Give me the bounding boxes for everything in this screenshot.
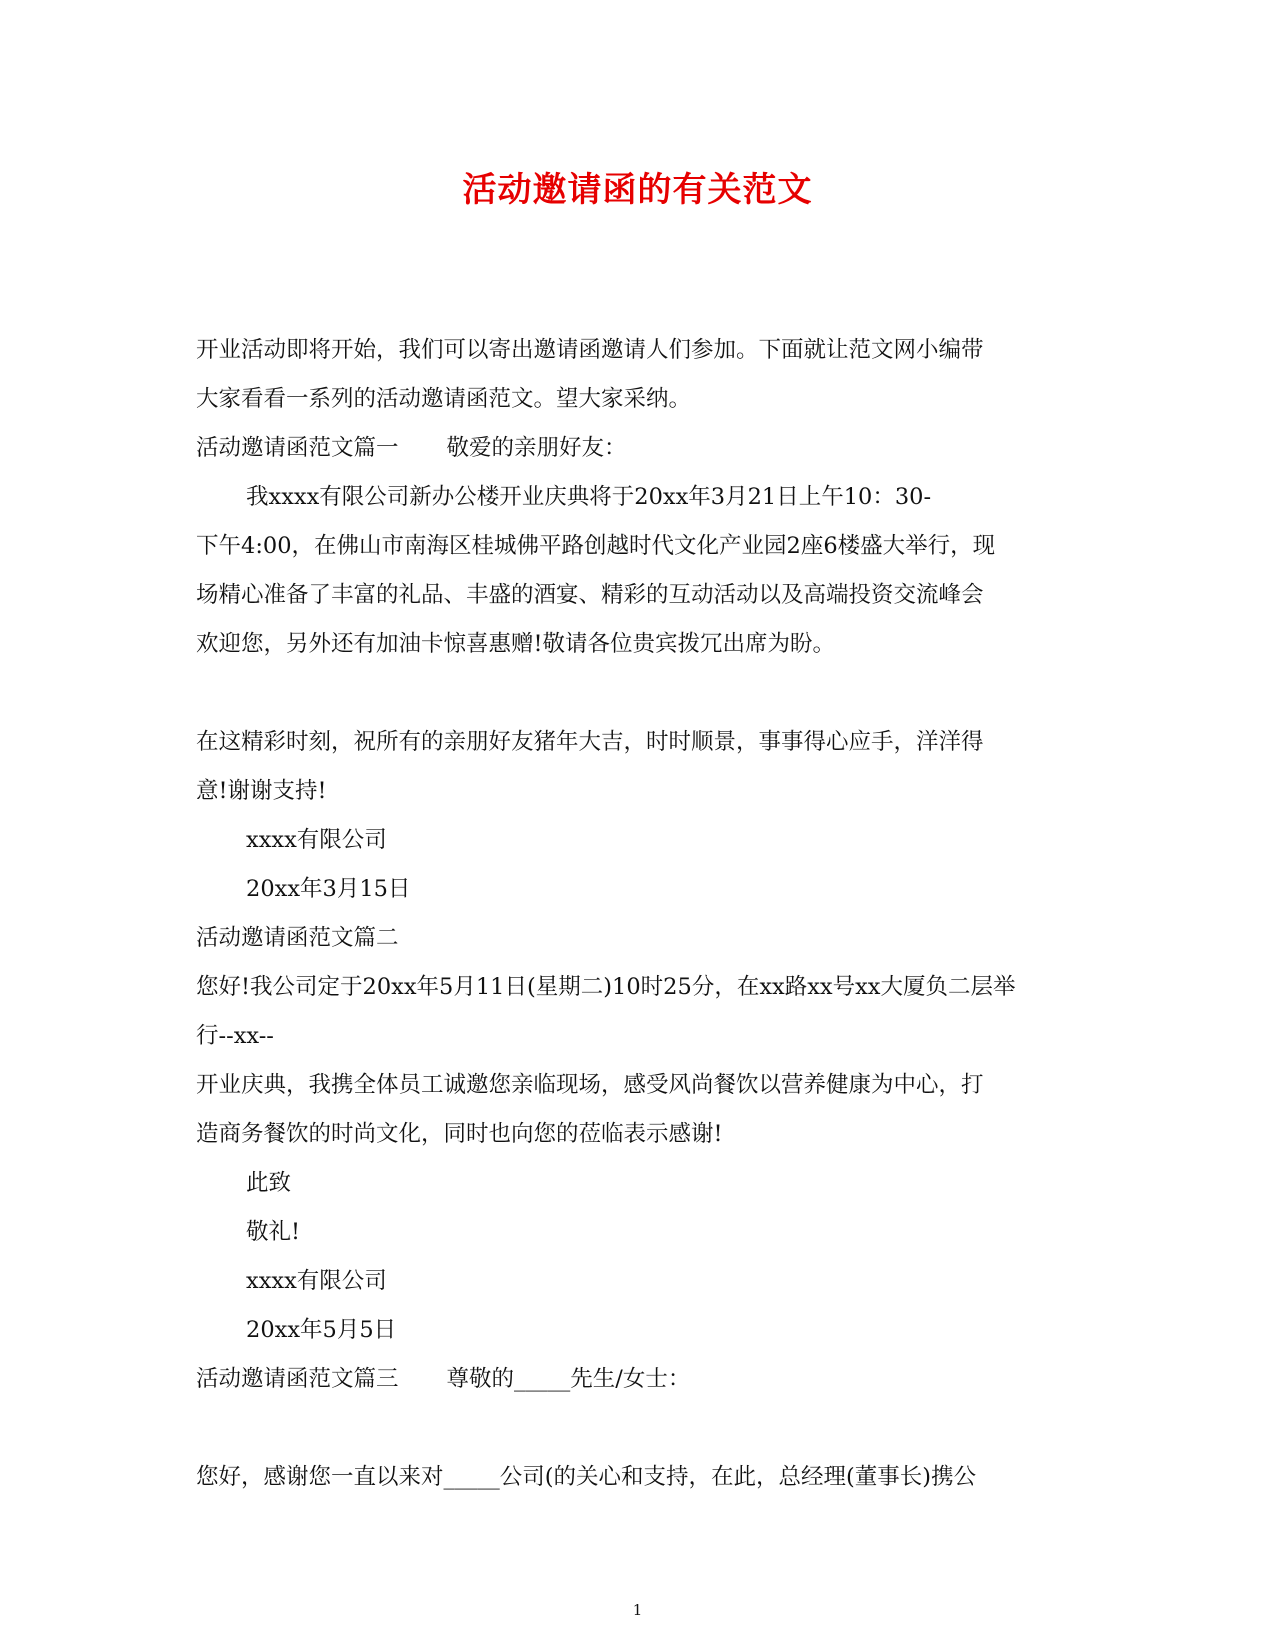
closing-line: 敬礼! bbox=[246, 1219, 301, 1245]
paragraph-line: 开业庆典，我携全体员工诚邀您亲临现场，感受风尚餐饮以营养健康为中心，打 bbox=[196, 1072, 984, 1098]
paragraph-line: 行--xx-- bbox=[196, 1023, 274, 1049]
signature-company: xxxx有限公司 bbox=[246, 1268, 387, 1294]
section-heading: 活动邀请函范文篇二 bbox=[196, 925, 399, 951]
section-heading: 活动邀请函范文篇三 bbox=[196, 1366, 399, 1392]
section-heading: 活动邀请函范文篇一 bbox=[196, 435, 399, 461]
paragraph-line: 意!谢谢支持! bbox=[196, 778, 327, 804]
paragraph-line: 您好，感谢您一直以来对_____公司(的关心和支持，在此，总经理(董事长)携公 bbox=[196, 1464, 977, 1490]
paragraph-line: 我xxxx有限公司新办公楼开业庆典将于20xx年3月21日上午10：30- bbox=[246, 484, 932, 510]
closing-line: 此致 bbox=[246, 1170, 292, 1196]
document-title: 活动邀请函的有关范文 bbox=[462, 170, 813, 210]
signature-date: 20xx年5月5日 bbox=[246, 1317, 397, 1343]
paragraph-line: 欢迎您，另外还有加油卡惊喜惠赠!敬请各位贵宾拨冗出席为盼。 bbox=[196, 631, 836, 657]
section-heading-row bbox=[196, 424, 1076, 473]
paragraph-line: 开业活动即将开始，我们可以寄出邀请函邀请人们参加。下面就让范文网小编带 bbox=[196, 337, 984, 363]
blank-line bbox=[196, 669, 1076, 718]
section-heading-row bbox=[196, 1355, 1076, 1404]
signature-company: xxxx有限公司 bbox=[246, 827, 387, 853]
salutation: 敬爱的亲朋好友： bbox=[446, 435, 627, 461]
paragraph-line: 在这精彩时刻，祝所有的亲朋好友猪年大吉，时时顺景，事事得心应手，洋洋得 bbox=[196, 729, 984, 755]
salutation: 尊敬的_____先生/女士： bbox=[446, 1366, 691, 1392]
paragraph-line: 您好!我公司定于20xx年5月11日(星期二)10时25分，在xx路xx号xx大厦负二层举 bbox=[196, 974, 1016, 1000]
paragraph-line: 场精心准备了丰富的礼品、丰盛的酒宴、精彩的互动活动以及高端投资交流峰会 bbox=[196, 582, 984, 608]
blank-line bbox=[196, 1404, 1076, 1453]
paragraph-line: 大家看看一系列的活动邀请函范文。望大家采纳。 bbox=[196, 386, 692, 412]
signature-date: 20xx年3月15日 bbox=[246, 876, 411, 902]
document-body bbox=[196, 326, 1076, 1502]
paragraph-line: 下午4:00，在佛山市南海区桂城佛平路创越时代文化产业园2座6楼盛大举行，现 bbox=[196, 533, 996, 559]
page-number: 1 bbox=[632, 1601, 643, 1619]
paragraph-line: 造商务餐饮的时尚文化，同时也向您的莅临表示感谢! bbox=[196, 1121, 723, 1147]
